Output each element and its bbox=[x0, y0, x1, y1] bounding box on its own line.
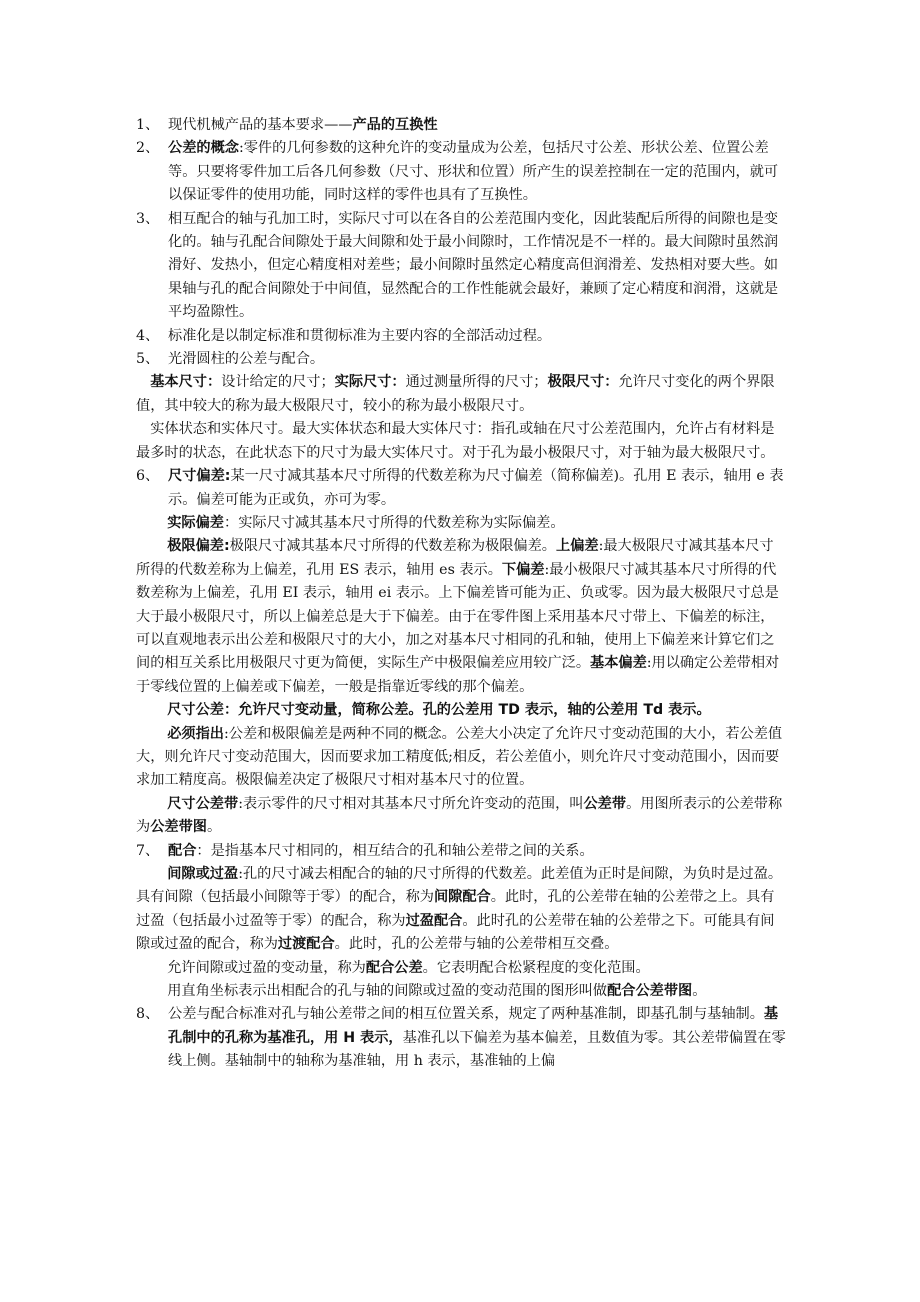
text: 允许间隙或过盈的变动量，称为 bbox=[167, 959, 366, 976]
item-number: 6、 bbox=[136, 468, 160, 485]
paragraph-fit-tolerance bbox=[136, 957, 786, 980]
list-item-3 bbox=[136, 208, 786, 325]
bold-term: 间隙配合 bbox=[433, 889, 491, 906]
item-number: 7、 bbox=[136, 842, 160, 859]
text: 光滑圆柱的公差与配合。 bbox=[168, 351, 325, 368]
text: :零件的几何参数的这种允许的变动量成为公差，包括尺寸公差、形状公差、位置公差等。只要将零件加工后各几何参数（尺寸、形状和位置）所产生的误差控制在一定的范围内，就可以保证零件的使用功能，同时这样的零件也具有了互换性。 bbox=[168, 140, 779, 204]
item-number: 3、 bbox=[136, 210, 160, 227]
text: 。 bbox=[692, 983, 707, 1000]
bold-term: 实际尺寸： bbox=[334, 374, 406, 391]
item-number: 8、 bbox=[136, 1006, 160, 1023]
bold-term: 基本尺寸： bbox=[150, 374, 222, 391]
item-number: 2、 bbox=[136, 140, 160, 157]
paragraph-size-tolerance: 尺寸公差：允许尺寸变动量，简称公差。孔的公差用 TD 表示，轴的公差用 Td 表示。 bbox=[167, 702, 711, 719]
text: 相互配合的轴与孔加工时，实际尺寸可以在各自的公差范围内变化，因此装配后所得的间隙也是变化的。轴与孔配合间隙处于最大间隙和处于最小间隙时，工作情况是不一样的。最大间隙时虽然润滑好、发热小，但定心精度相对差些；最小间隙时虽然定心精度高但润滑差、发热相对要大些。如果轴与孔的配合间隙处于中间值，显然配合的工作性能就会最好，兼顾了定心精度和润滑，这就是平均盈隙性。 bbox=[168, 210, 779, 321]
bold-term: 配合公差 bbox=[365, 959, 423, 976]
paragraph-tolerance-zone bbox=[136, 793, 786, 840]
bold-term: 过盈配合 bbox=[405, 912, 463, 929]
text: 通过测量所得的尺寸； bbox=[405, 374, 548, 391]
bold-term: 配合公差带图 bbox=[607, 983, 693, 1000]
text: 。此时孔的公差带在轴的公差带之下。可能具有间隙或过盈的配合，称为 bbox=[136, 912, 775, 953]
bold-term: 间隙或过盈 bbox=[167, 866, 239, 882]
bold-term: 下偏差 bbox=[501, 561, 545, 578]
bold-term: 必须指出 bbox=[167, 725, 224, 742]
item-number: 4、 bbox=[136, 327, 160, 344]
document-body bbox=[136, 114, 786, 1074]
text: ：实际尺寸减其基本尺寸所得的代数差称为实际偏差。 bbox=[224, 514, 565, 531]
text: 。此时，孔的公差带在轴的公差带之上。具有过盈（包括最小过盈等于零）的配合，称为 bbox=[136, 889, 775, 929]
item-number: 1、 bbox=[136, 117, 160, 133]
text: 。用图所表示的公差带称为 bbox=[136, 795, 783, 836]
bold-term: 尺寸偏差: bbox=[168, 468, 231, 485]
text: 设计给定的尺寸； bbox=[221, 374, 335, 391]
bold-term: 产品的互换性 bbox=[352, 117, 438, 133]
bold-term: 过渡配合 bbox=[277, 936, 335, 953]
text: 。此时，孔的公差带与轴的公差带相互交叠。 bbox=[334, 936, 619, 953]
bold-term: 尺寸公差带 bbox=[167, 795, 239, 812]
text: 实体状态和实体尺寸。最大实体状态和最大实体尺寸：指孔或轴在尺寸公差范围内，允许占有材料是最多时的状态，在此状态下的尺寸为最大实体尺寸。对于孔为最小极限尺寸，对于轴为最大极限尺寸。 bbox=[136, 421, 775, 461]
text: 。它表明配合松紧程度的变化范围。 bbox=[422, 959, 650, 976]
paragraph-basic-sizes bbox=[136, 371, 786, 418]
list-item-7 bbox=[136, 840, 786, 863]
text: :表示零件的尺寸相对其基本尺寸所允许变动的范围，叫 bbox=[238, 795, 584, 812]
text: 某一尺寸减其基本尺寸所得的代数差称为尺寸偏差（简称偏差)。孔用 E 表示，轴用 e 表示。偏差可能为正或负，亦可为零。 bbox=[168, 468, 784, 508]
list-item-4 bbox=[136, 325, 786, 348]
text: :最大极限尺寸减其基本尺寸所得的代数差称为上偏差，孔用 ES 表示，轴用 es 表示。 bbox=[136, 538, 774, 578]
list-item-8 bbox=[136, 1003, 786, 1073]
text: :最小极限尺寸减其基本尺寸所得的代数差称为上偏差，孔用 EI 表示，轴用 ei 表示。上下偏差皆可能为正、负或零。因为最大极限尺寸总是大于最小极限尺寸，所以上偏差总是大于下偏差。由于在零件图上采用基本尺寸带上、下偏差的标注，可以直观地表示出公差和极限尺寸的大小，加之对基本尺寸相同的孔和轴，使用上下偏差来计算它们之间的相互关系比用极限尺寸更为简便，实际生产中极限偏差应用较广泛。 bbox=[136, 561, 779, 672]
bold-term: 基孔制中的孔称为基准孔，用 H 表示， bbox=[168, 1006, 779, 1046]
bold-term: 极限尺寸： bbox=[547, 374, 619, 391]
list-item-1 bbox=[136, 114, 786, 137]
list-item-2 bbox=[136, 137, 786, 207]
bold-term: 上偏差 bbox=[556, 538, 599, 555]
item-number: 5、 bbox=[136, 351, 160, 368]
bold-term: 极限偏差: bbox=[167, 538, 230, 555]
bold-term: 公差的概念 bbox=[168, 140, 239, 157]
text: 用直角坐标表示出相配合的孔与轴的间隙或过盈的变动范围的图形叫做 bbox=[167, 983, 608, 1000]
text: :用以确定公差带相对于零线位置的上偏差或下偏差，一般是指靠近零线的那个偏差。 bbox=[136, 655, 780, 695]
paragraph-limit-deviation bbox=[136, 535, 786, 699]
list-item-5 bbox=[136, 348, 786, 371]
text: :公差和极限偏差是两种不同的概念。公差大小决定了允许尺寸变动范围的大小，若公差值大，则允许尺寸变动范围大，因而要求加工精度低;相反，若公差值小，则允许尺寸变动范围小，因而要求加工精度高。极限偏差决定了极限尺寸相对基本尺寸的位置。 bbox=[136, 725, 783, 789]
paragraph-clearance bbox=[136, 863, 786, 957]
paragraph-material-condition bbox=[136, 418, 786, 465]
text: 公差与配合标准对孔与轴公差带之间的相互位置关系，规定了两种基准制，即基孔制与基轴制。 bbox=[168, 1006, 764, 1023]
text: ：是指基本尺寸相同的，相互结合的孔和轴公差带之间的关系。 bbox=[196, 842, 594, 859]
bold-term: 公差带图 bbox=[150, 819, 207, 836]
text: 。 bbox=[206, 819, 222, 836]
list-item-6 bbox=[136, 465, 786, 512]
bold-term: 基本偏差 bbox=[590, 655, 647, 672]
text: 极限尺寸减其基本尺寸所得的代数差称为极限偏差。 bbox=[229, 538, 556, 555]
text: 基准孔以下偏差为基本偏差，且数值为零。其公差带偏置在零线上侧。基轴制中的轴称为基准轴，用 h 表示，基准轴的上偏 bbox=[168, 1029, 786, 1070]
paragraph-actual-deviation bbox=[136, 512, 786, 535]
text: 现代机械产品的基本要求—— bbox=[168, 117, 353, 133]
paragraph-note bbox=[136, 723, 786, 793]
bold-term: 配合 bbox=[168, 842, 197, 859]
text: 标准化是以制定标准和贯彻标准为主要内容的全部活动过程。 bbox=[168, 327, 552, 344]
bold-term: 实际偏差 bbox=[167, 514, 224, 531]
text: :孔的尺寸减去相配合的轴的尺寸所得的代数差。此差值为正时是间隙，为负时是过盈。具有间隙（包括最小间隙等于零）的配合，称为 bbox=[136, 866, 783, 906]
text: 允许尺寸变化的两个界限值，其中较大的称为最大极限尺寸，较小的称为最小极限尺寸。 bbox=[136, 374, 775, 414]
paragraph-fit-tolerance-zone bbox=[136, 980, 786, 1003]
bold-term: 公差带 bbox=[583, 795, 627, 812]
